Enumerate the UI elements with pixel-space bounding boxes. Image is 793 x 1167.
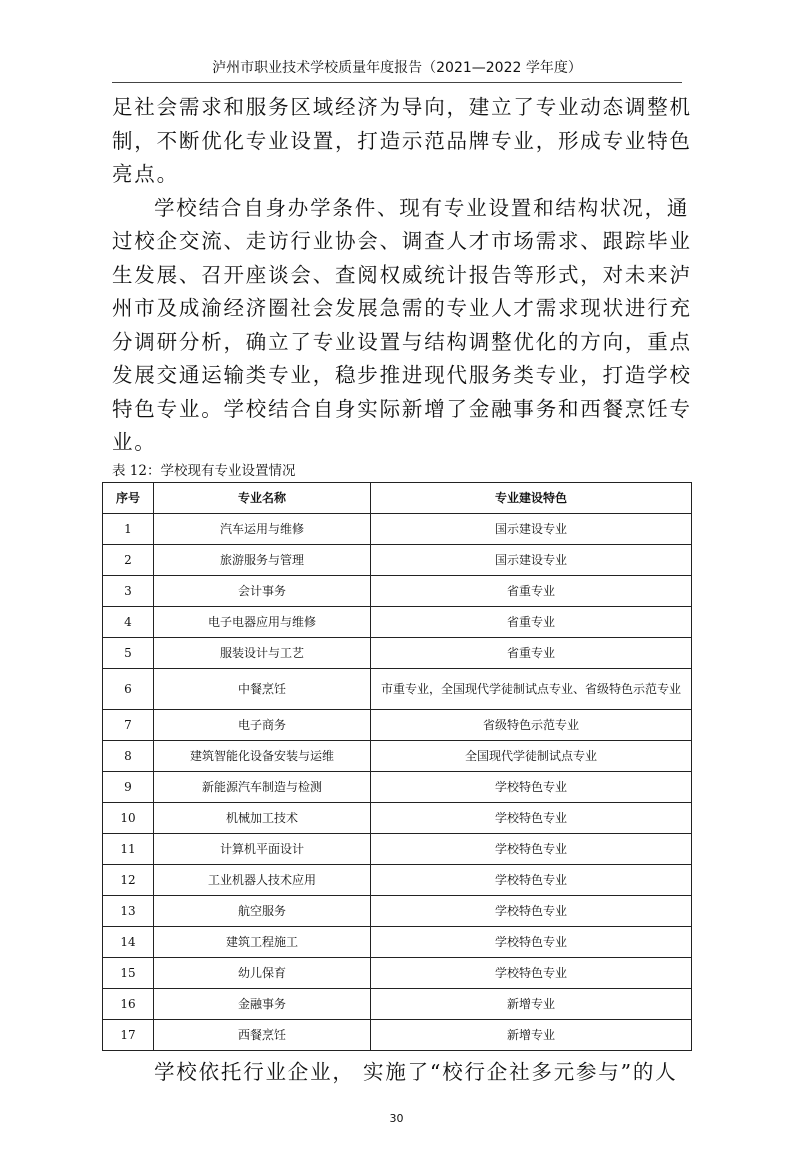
cell-feature: 国示建设专业 [371,544,692,575]
table-row [103,1019,692,1050]
cell-index: 2 [103,544,154,575]
cell-index: 13 [103,895,154,926]
cell-feature: 学校特色专业 [371,833,692,864]
table-row [103,833,692,864]
cell-index: 11 [103,833,154,864]
cell-major: 计算机平面设计 [154,833,371,864]
header-cell: 专业名称 [154,482,371,513]
header-cell: 专业建设特色 [371,482,692,513]
cell-feature: 全国现代学徒制试点专业 [371,740,692,771]
cell-major: 工业机器人技术应用 [154,864,371,895]
paragraph: 学校依托行业企业， 实施了“校行企社多元参与”的人 [154,1059,678,1084]
cell-feature: 学校特色专业 [371,864,692,895]
header-divider [112,82,682,83]
table-row [103,864,692,895]
cell-index: 1 [103,513,154,544]
cell-index: 4 [103,606,154,637]
cell-feature: 新增专业 [371,1019,692,1050]
cell-feature: 学校特色专业 [371,926,692,957]
cell-feature: 省重专业 [371,637,692,668]
cell-major: 新能源汽车制造与检测 [154,771,371,802]
table-caption: 表 12：学校现有专业设置情况 [112,462,296,479]
cell-index: 9 [103,771,154,802]
table-header-row [103,482,692,513]
cell-major: 汽车运用与维修 [154,513,371,544]
cell-major: 西餐烹饪 [154,1019,371,1050]
table-row [103,740,692,771]
cell-major: 中餐烹饪 [154,668,371,709]
cell-feature: 国示建设专业 [371,513,692,544]
cell-index: 3 [103,575,154,606]
cell-major: 会计事务 [154,575,371,606]
cell-feature: 省重专业 [371,606,692,637]
table-row [103,988,692,1019]
cell-index: 17 [103,1019,154,1050]
table-row [103,957,692,988]
paragraph: 学校结合自身办学条件、现有专业设置和结构状况，通过校企交流、走访行业协会、调查人才市场需求、跟踪毕业生发展、召开座谈会、查阅权威统计报告等形式，对未来泸州市及成渝经济圈社会发展急需的专业人才需求现状进行充分调研分析，确立了专业设置与结构调整优化的方向，重点发展交通运输类专业，稳步推进现代服务类专业，打造学校特色专业。学校结合自身实际新增了金融事务和西餐烹饪专业。 [112,195,692,454]
cell-major: 幼儿保育 [154,957,371,988]
table-row [103,637,692,668]
table-row [103,606,692,637]
cell-feature: 省级特色示范专业 [371,709,692,740]
table-row [103,895,692,926]
cell-index: 7 [103,709,154,740]
table-row [103,513,692,544]
cell-feature: 省重专业 [371,575,692,606]
cell-feature: 市重专业，全国现代学徒制试点专业、省级特色示范专业 [371,668,692,709]
table-row [103,544,692,575]
cell-feature: 新增专业 [371,988,692,1019]
cell-index: 10 [103,802,154,833]
paragraph: 足社会需求和服务区域经济为导向，建立了专业动态调整机制，不断优化专业设置，打造示范品牌专业，形成专业特色亮点。 [112,95,692,186]
table-row [103,668,692,709]
cell-major: 旅游服务与管理 [154,544,371,575]
cell-major: 建筑智能化设备安装与运维 [154,740,371,771]
cell-index: 15 [103,957,154,988]
cell-feature: 学校特色专业 [371,895,692,926]
cell-major: 机械加工技术 [154,802,371,833]
cell-index: 6 [103,668,154,709]
cell-major: 电子商务 [154,709,371,740]
body-text [112,91,692,460]
cell-index: 14 [103,926,154,957]
running-header: 泸州市职业技术学校质量年度报告（2021—2022 学年度） [212,60,582,76]
cell-index: 12 [103,864,154,895]
cell-index: 8 [103,740,154,771]
cell-index: 5 [103,637,154,668]
cell-feature: 学校特色专业 [371,771,692,802]
table-row [103,575,692,606]
cell-feature: 学校特色专业 [371,957,692,988]
table-row [103,802,692,833]
cell-major: 电子电器应用与维修 [154,606,371,637]
header-cell: 序号 [103,482,154,513]
cell-major: 建筑工程施工 [154,926,371,957]
cell-major: 金融事务 [154,988,371,1019]
cell-index: 16 [103,988,154,1019]
table-row [103,771,692,802]
cell-feature: 学校特色专业 [371,802,692,833]
table-row [103,709,692,740]
cell-major: 航空服务 [154,895,371,926]
table-row [103,926,692,957]
page-number: 30 [389,1111,404,1125]
cell-major: 服装设计与工艺 [154,637,371,668]
majors-table [102,482,692,1051]
